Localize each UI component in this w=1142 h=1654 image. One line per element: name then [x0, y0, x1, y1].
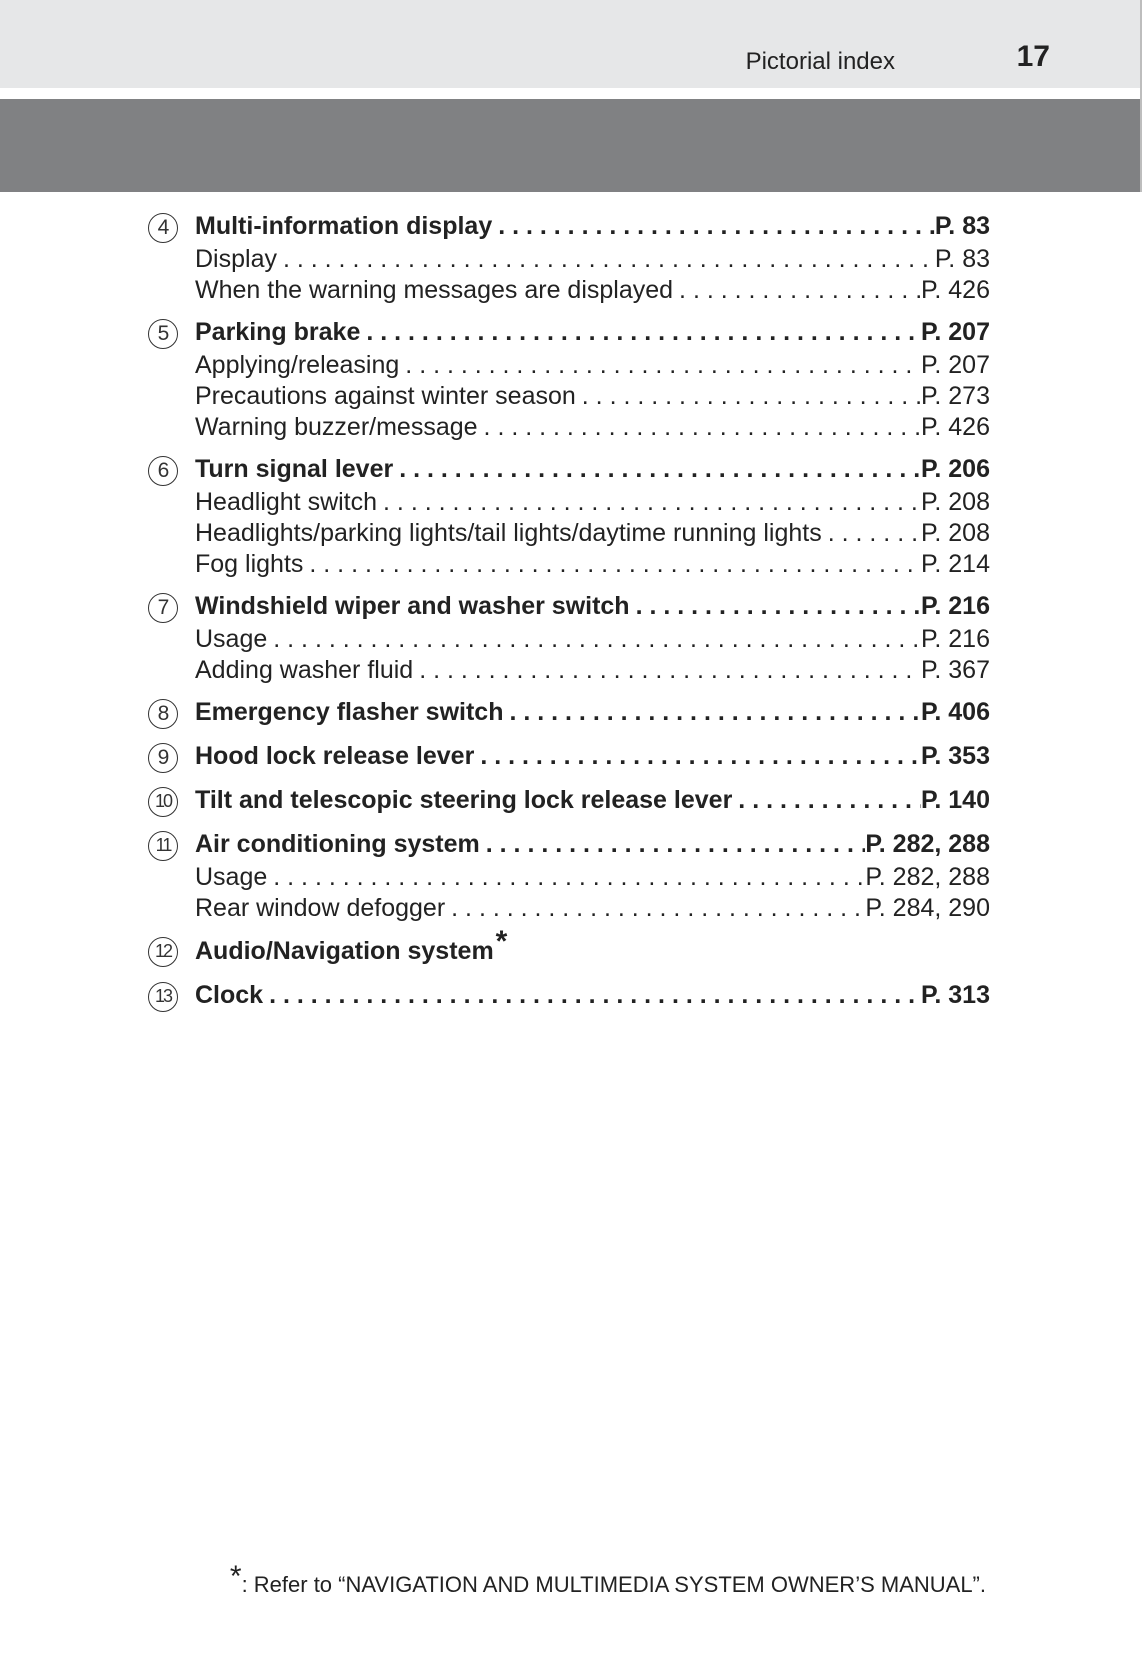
- dot-leader: [478, 412, 921, 443]
- entry-page-ref: P. 282, 288: [865, 830, 990, 858]
- dot-leader: [413, 655, 921, 686]
- sub-entry-label: Applying/releasing: [195, 351, 400, 379]
- entry-title: Audio/Navigation system: [195, 937, 494, 965]
- sub-entry-label: Adding washer fluid: [195, 656, 414, 684]
- dot-leader: [732, 782, 921, 818]
- sub-entry-label: Usage: [195, 625, 268, 653]
- sub-entry-page-ref: P. 208: [920, 488, 990, 516]
- index-entry: [148, 588, 990, 686]
- entry-page-ref: P. 207: [920, 318, 990, 346]
- circled-number: 12: [148, 937, 178, 967]
- entry-page-ref: P. 353: [920, 742, 990, 770]
- index-entry: [148, 826, 990, 924]
- entry-page-ref: P. 216: [920, 592, 990, 620]
- circled-number: 10: [148, 787, 178, 817]
- entry-page-ref: P. 406: [920, 698, 990, 726]
- sub-entry-page-ref: P. 83: [934, 245, 990, 273]
- dot-leader: [277, 244, 935, 275]
- sub-entry-page-ref: P. 426: [920, 276, 990, 304]
- dot-leader: [377, 487, 921, 518]
- index-entry: [148, 977, 990, 1013]
- dot-leader: [822, 518, 921, 549]
- entry-page-ref: P. 83: [934, 212, 990, 240]
- sub-entry-page-ref: P. 367: [920, 656, 990, 684]
- dot-leader: [393, 451, 921, 487]
- dot-leader: [630, 588, 921, 624]
- pictorial-index-list: [148, 208, 990, 1021]
- index-entry: [148, 314, 990, 443]
- dot-leader: [576, 381, 921, 412]
- sub-entry-page-ref: P. 426: [920, 413, 990, 441]
- footnote-star: *: [495, 925, 508, 958]
- dot-leader: [360, 314, 921, 350]
- dot-leader: [474, 738, 921, 774]
- circled-number: 4: [148, 213, 178, 243]
- sub-entry-label: Warning buzzer/message: [195, 413, 478, 441]
- circled-number: 11: [148, 831, 178, 861]
- index-sub-entry: [195, 893, 990, 924]
- header-bar: [0, 0, 1142, 88]
- sub-entry-page-ref: P. 273: [920, 382, 990, 410]
- index-entry-title-line: [195, 451, 990, 487]
- entry-page-ref: P. 206: [920, 455, 990, 483]
- footnote: [229, 1560, 986, 1600]
- index-entry-title-line: [195, 977, 990, 1013]
- footnote-text: : Refer to “NAVIGATION AND MULTIMEDIA SYSTEM OWNER’S MANUAL”.: [241, 1572, 986, 1597]
- entry-title: Parking brake: [195, 318, 361, 346]
- index-sub-entry: [195, 655, 990, 686]
- entry-page-ref: P. 313: [920, 981, 990, 1009]
- index-entry: [148, 451, 990, 580]
- entry-title: Tilt and telescopic steering lock release lever: [195, 786, 733, 814]
- sub-entry-label: When the warning messages are displayed: [195, 276, 674, 304]
- index-sub-entry: [195, 862, 990, 893]
- sub-entry-page-ref: P. 207: [920, 351, 990, 379]
- entry-title: Emergency flasher switch: [195, 698, 504, 726]
- index-entry: [148, 694, 990, 730]
- dot-leader: [673, 275, 921, 306]
- dot-leader: [480, 826, 866, 862]
- sub-entry-label: Display: [195, 245, 277, 273]
- index-sub-entry: [195, 487, 990, 518]
- index-sub-entry: [195, 518, 990, 549]
- index-entry: [148, 925, 990, 969]
- dot-leader: [263, 977, 921, 1013]
- circled-number: 8: [148, 699, 178, 729]
- sub-entry-label: Usage: [195, 863, 268, 891]
- page-number: 17: [1016, 40, 1050, 73]
- index-entry-title-line: [195, 588, 990, 624]
- dot-leader: [303, 549, 921, 580]
- entry-page-ref: P. 140: [920, 786, 990, 814]
- entry-title: Hood lock release lever: [195, 742, 475, 770]
- index-sub-entry: [195, 624, 990, 655]
- circled-number: 9: [148, 743, 178, 773]
- index-sub-entry: [195, 381, 990, 412]
- index-sub-entry: [195, 350, 990, 381]
- sub-entry-page-ref: P. 208: [920, 519, 990, 547]
- entry-title: Multi-information display: [195, 212, 493, 240]
- circled-number: 6: [148, 456, 178, 486]
- index-entry-title-line: [195, 694, 990, 730]
- sub-entry-label: Headlights/parking lights/tail lights/daytime running lights: [195, 519, 822, 547]
- header-band: [0, 99, 1142, 192]
- dot-leader: [492, 208, 935, 244]
- circled-number: 13: [148, 982, 178, 1012]
- footnote-marker: *: [229, 1560, 242, 1593]
- dot-leader: [503, 694, 920, 730]
- sub-entry-page-ref: P. 282, 288: [865, 863, 990, 891]
- index-entry-title-line: [195, 208, 990, 244]
- index-entry: [148, 208, 990, 306]
- index-entry-title-line: [195, 826, 990, 862]
- index-sub-entry: [195, 412, 990, 443]
- entry-title: Windshield wiper and washer switch: [195, 592, 630, 620]
- dot-leader: [445, 893, 865, 924]
- index-sub-entry: [195, 549, 990, 580]
- dot-leader: [399, 350, 921, 381]
- sub-entry-page-ref: P. 284, 290: [865, 894, 990, 922]
- sub-entry-page-ref: P. 216: [920, 625, 990, 653]
- entry-title: Turn signal lever: [195, 455, 394, 483]
- sub-entry-label: Fog lights: [195, 550, 304, 578]
- sub-entry-label: Rear window defogger: [195, 894, 446, 922]
- sub-entry-page-ref: P. 214: [920, 550, 990, 578]
- index-sub-entry: [195, 244, 990, 275]
- index-entry: [148, 782, 990, 818]
- dot-leader: [267, 624, 921, 655]
- sub-entry-label: Headlight switch: [195, 488, 378, 516]
- index-entry-title-line: [195, 314, 990, 350]
- sub-entry-label: Precautions against winter season: [195, 382, 576, 410]
- section-title: Pictorial index: [745, 48, 895, 75]
- index-entry-title-line: [195, 782, 990, 818]
- circled-number: 7: [148, 593, 178, 623]
- index-sub-entry: [195, 275, 990, 306]
- index-entry-title-line: [195, 925, 990, 969]
- circled-number: 5: [148, 319, 178, 349]
- entry-title: Air conditioning system: [195, 830, 480, 858]
- index-entry: [148, 738, 990, 774]
- index-entry-title-line: [195, 738, 990, 774]
- entry-title: Clock: [195, 981, 264, 1009]
- dot-leader: [267, 862, 865, 893]
